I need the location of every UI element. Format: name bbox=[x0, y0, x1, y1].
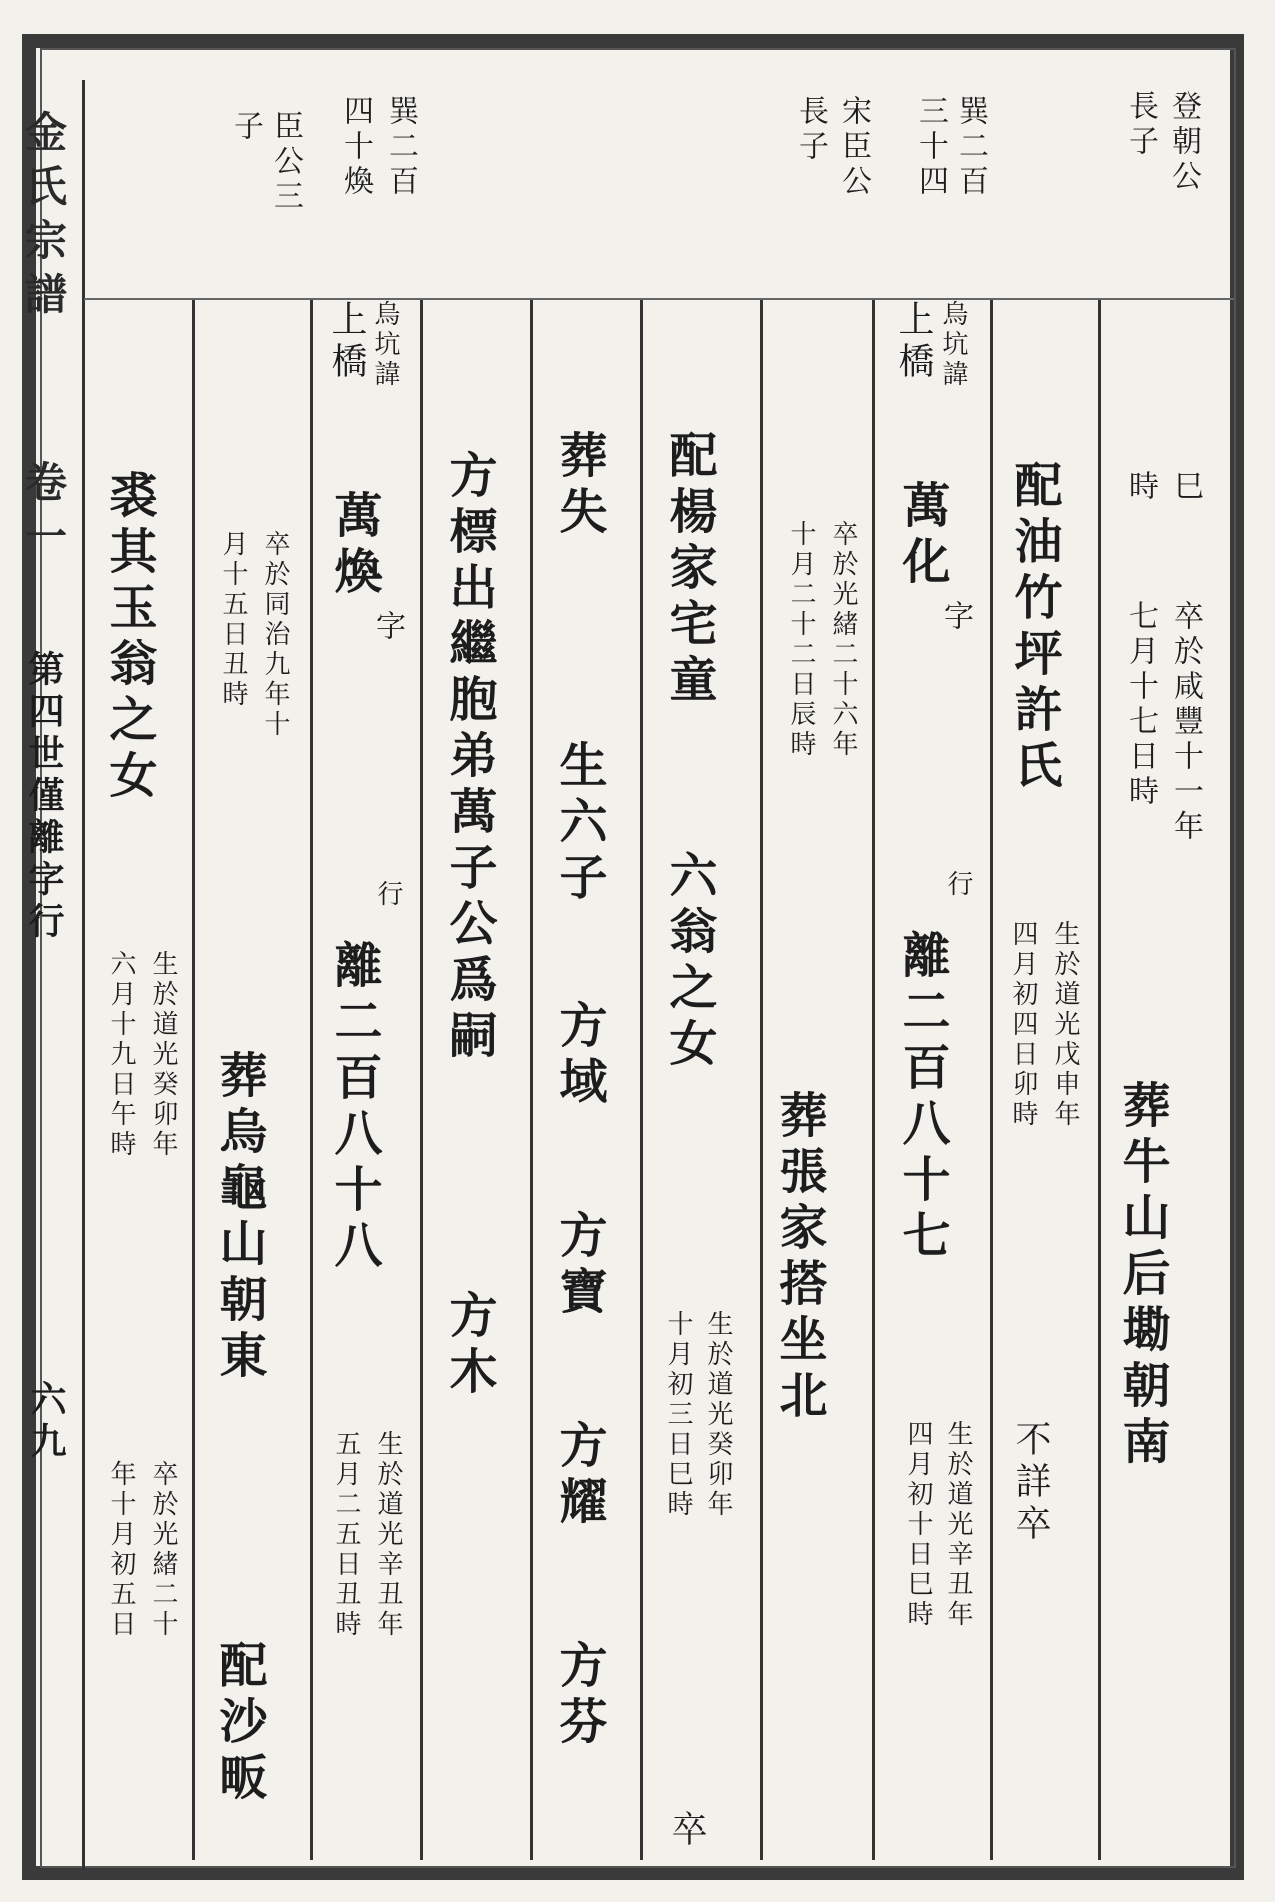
c2-birth-line2: 四月初四日卯時 bbox=[1008, 920, 1038, 1130]
c6-son-3: 方耀 bbox=[551, 1420, 607, 1532]
c2-birth-line1: 生於道光戊申年 bbox=[1050, 920, 1080, 1130]
c3-head-line2: 三十四 bbox=[913, 95, 948, 200]
c2-wife: 配油竹坪許氏 bbox=[1006, 460, 1062, 796]
section-label: 第四世僅離字行 bbox=[23, 650, 65, 944]
column-divider bbox=[640, 300, 643, 1860]
c3-rank-label: 行 bbox=[943, 870, 973, 900]
column-divider bbox=[760, 300, 763, 1860]
c4-burial: 葬張家搭坐北 bbox=[771, 1090, 827, 1426]
c8-place-line2: 上橋 bbox=[326, 300, 367, 384]
column-divider bbox=[1098, 300, 1101, 1860]
c8-place-line1: 烏坑諱 bbox=[370, 300, 400, 390]
c9-father-line2: 子 bbox=[228, 110, 263, 145]
c6-son-count: 生六子 bbox=[551, 740, 607, 908]
c3-birth-line2: 四月初十日巳時 bbox=[903, 1420, 933, 1630]
c3-place-line2: 上橋 bbox=[893, 300, 934, 384]
c1-note-b: 時 bbox=[1123, 470, 1158, 505]
c10-birth-line1: 生於道光癸卯年 bbox=[148, 950, 178, 1160]
c10-wife: 裘其玉翁之女 bbox=[101, 470, 157, 806]
c3-head-line1: 巽二百 bbox=[953, 95, 988, 200]
c3-zi: 字 bbox=[938, 600, 973, 635]
c4-death-line2: 十月二十二日辰時 bbox=[786, 520, 816, 760]
c5-death: 卒 bbox=[666, 1810, 707, 1852]
column-divider bbox=[420, 300, 423, 1860]
c3-name: 萬化 bbox=[894, 480, 950, 592]
c7-adoption: 方標出繼胞弟萬子公爲嗣 bbox=[441, 450, 497, 1066]
c5-wife: 配楊家宅童 bbox=[661, 430, 717, 710]
c1-note-a: 巳 bbox=[1168, 470, 1203, 505]
c3-birth-line1: 生於道光辛丑年 bbox=[943, 1420, 973, 1630]
c10-death-line1: 卒於光緒二十 bbox=[148, 1460, 178, 1640]
column-divider bbox=[530, 300, 533, 1860]
c3-rank: 離二百八十七 bbox=[894, 930, 950, 1266]
c6-burial: 葬失 bbox=[551, 430, 607, 542]
c9-death-line1: 卒於同治九年十 bbox=[260, 530, 290, 740]
c10-death-line2: 年十月初五日 bbox=[106, 1460, 136, 1640]
c6-son-4: 方芬 bbox=[551, 1640, 607, 1752]
c9-burial: 葬烏龜山朝東 bbox=[211, 1050, 267, 1386]
c8-birth-line1: 生於道光辛丑年 bbox=[373, 1430, 403, 1640]
c5-wife-father: 六翁之女 bbox=[661, 850, 717, 1074]
c1-death-line1: 卒於咸豐十一年 bbox=[1168, 600, 1203, 845]
c6-son-2: 方寶 bbox=[551, 1210, 607, 1322]
c3-place-line1: 烏坑諱 bbox=[938, 300, 968, 390]
c8-rank-label: 行 bbox=[373, 880, 403, 910]
c9-wife: 配沙畈 bbox=[211, 1640, 267, 1808]
c8-head-line1: 巽二百 bbox=[383, 95, 418, 200]
c7-son: 方木 bbox=[441, 1290, 497, 1402]
c5-birth-line2: 十月初三日巳時 bbox=[663, 1310, 693, 1520]
column-divider bbox=[990, 300, 993, 1860]
c5-birth-line1: 生於道光癸卯年 bbox=[703, 1310, 733, 1520]
c1-head-line2: 長子 bbox=[1123, 90, 1158, 160]
c8-rank: 離二百八十八 bbox=[326, 940, 382, 1276]
c8-birth-line2: 五月二五日丑時 bbox=[331, 1430, 361, 1640]
header-rule bbox=[84, 298, 1234, 300]
c8-name: 萬煥 bbox=[326, 490, 382, 602]
book-title: 金氏宗譜 bbox=[19, 110, 68, 326]
c8-zi: 字 bbox=[370, 610, 405, 645]
c6-son-1: 方域 bbox=[551, 1000, 607, 1112]
c2-death: 不詳卒 bbox=[1010, 1420, 1051, 1546]
margin-divider bbox=[82, 80, 85, 1870]
column-divider bbox=[310, 300, 313, 1860]
c9-death-line2: 月十五日丑時 bbox=[218, 530, 248, 710]
c4-father-line2: 長子 bbox=[793, 95, 828, 165]
c10-birth-line2: 六月十九日午時 bbox=[106, 950, 136, 1160]
volume-label: 卷一 bbox=[19, 460, 68, 568]
c4-father-line1: 宋臣公 bbox=[836, 95, 871, 200]
c1-death-line2: 七月十七日時 bbox=[1123, 600, 1158, 810]
c1-head-line1: 登朝公 bbox=[1166, 90, 1201, 195]
page-number: 六九 bbox=[25, 1380, 67, 1464]
column-divider bbox=[872, 300, 875, 1860]
c8-head-line2: 四十煥 bbox=[338, 95, 373, 200]
c4-death-line1: 卒於光緒二十六年 bbox=[828, 520, 858, 760]
c1-burial: 葬牛山后墈朝南 bbox=[1114, 1080, 1170, 1472]
column-divider bbox=[192, 300, 195, 1860]
c9-father-line1: 臣公三 bbox=[268, 110, 303, 215]
